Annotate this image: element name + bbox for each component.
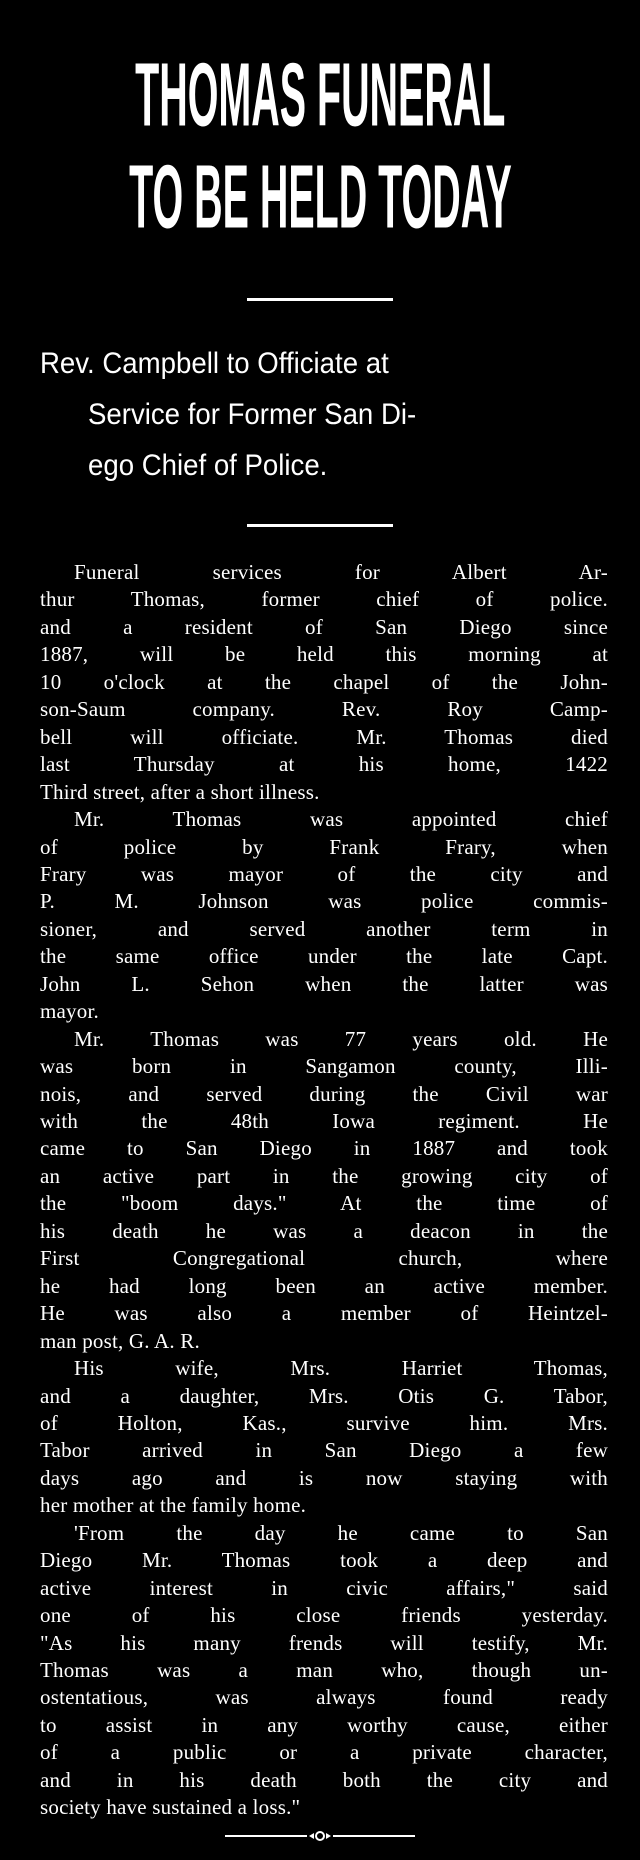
body-line: her mother at the family home.: [40, 1493, 307, 1517]
body-line: sioner, and served another term in: [40, 917, 608, 941]
headline-line-1: THOMAS FUNERAL: [134, 44, 506, 146]
body-line: of a public or a private character,: [40, 1740, 608, 1764]
body-line: Diego Mr. Thomas took a deep and: [40, 1548, 608, 1572]
body-line: His wife, Mrs. Harriet Thomas,: [74, 1356, 608, 1380]
body-line: to assist in any worthy cause, either: [40, 1713, 608, 1737]
body-line: one of his close friends yesterday.: [40, 1603, 608, 1627]
body-line: and in his death both the city and: [40, 1768, 608, 1792]
body-line: John L. Sehon when the latter was: [40, 972, 608, 996]
deck-divider: [247, 524, 393, 527]
headline-divider: [247, 298, 393, 301]
body-line: of Holton, Kas., survive him. Mrs.: [40, 1411, 608, 1435]
deck-line-1: Rev. Campbell to Officiate at: [40, 347, 389, 380]
body-line: 'From the day he came to San: [74, 1521, 608, 1545]
body-line: Tabor arrived in San Diego a few: [40, 1438, 608, 1462]
body-line: the same office under the late Capt.: [40, 944, 608, 968]
body-line: Thomas was a man who, though un-: [40, 1658, 608, 1682]
body-line: and a daughter, Mrs. Otis G. Tabor,: [40, 1384, 608, 1408]
body-line: 1887, will be held this morning at: [40, 642, 608, 666]
body-line: an active part in the growing city of: [40, 1164, 608, 1188]
body-line: the "boom days." At the time of: [40, 1191, 608, 1215]
body-line: Third street, after a short illness.: [40, 780, 320, 804]
body-line: Funeral services for Albert Ar-: [74, 560, 608, 584]
body-line: 10 o'clock at the chapel of the John-: [40, 670, 608, 694]
body-line: First Congregational church, where: [40, 1246, 608, 1270]
body-line: P. M. Johnson was police commis-: [40, 889, 608, 913]
body-line: man post, G. A. R.: [40, 1329, 200, 1353]
body-line: of police by Frank Frary, when: [40, 835, 608, 859]
body-line: with the 48th Iowa regiment. He: [40, 1109, 608, 1133]
body-line: came to San Diego in 1887 and took: [40, 1136, 608, 1160]
body-line: He was also a member of Heintzel-: [40, 1301, 608, 1325]
deck-line-3: ego Chief of Police.: [88, 449, 328, 482]
end-of-article-ornament-icon: [225, 1831, 415, 1841]
body-line: Frary was mayor of the city and: [40, 862, 608, 886]
body-line: bell will officiate. Mr. Thomas died: [40, 725, 608, 749]
body-line: days ago and is now staying with: [40, 1466, 608, 1490]
body-line: son-Saum company. Rev. Roy Camp-: [40, 697, 608, 721]
headline-line-2: TO BE HELD TODAY: [128, 146, 512, 248]
body-line: Mr. Thomas was 77 years old. He: [74, 1027, 608, 1051]
body-line: mayor.: [40, 999, 99, 1023]
body-line: his death he was a deacon in the: [40, 1219, 608, 1243]
body-line: was born in Sangamon county, Illi-: [40, 1054, 608, 1078]
body-line: "As his many frends will testify, Mr.: [40, 1631, 608, 1655]
deck-line-2: Service for Former San Di-: [88, 398, 417, 431]
body-line: last Thursday at his home, 1422: [40, 752, 608, 776]
body-line: nois, and served during the Civil war: [40, 1082, 608, 1106]
body-line: society have sustained a loss.": [40, 1795, 301, 1819]
body-line: active interest in civic affairs," said: [40, 1576, 608, 1600]
body-line: and a resident of San Diego since: [40, 615, 608, 639]
body-line: he had long been an active member.: [40, 1274, 608, 1298]
body-line: Mr. Thomas was appointed chief: [74, 807, 608, 831]
body-line: ostentatious, was always found ready: [40, 1685, 608, 1709]
body-line: thur Thomas, former chief of police.: [40, 587, 608, 611]
